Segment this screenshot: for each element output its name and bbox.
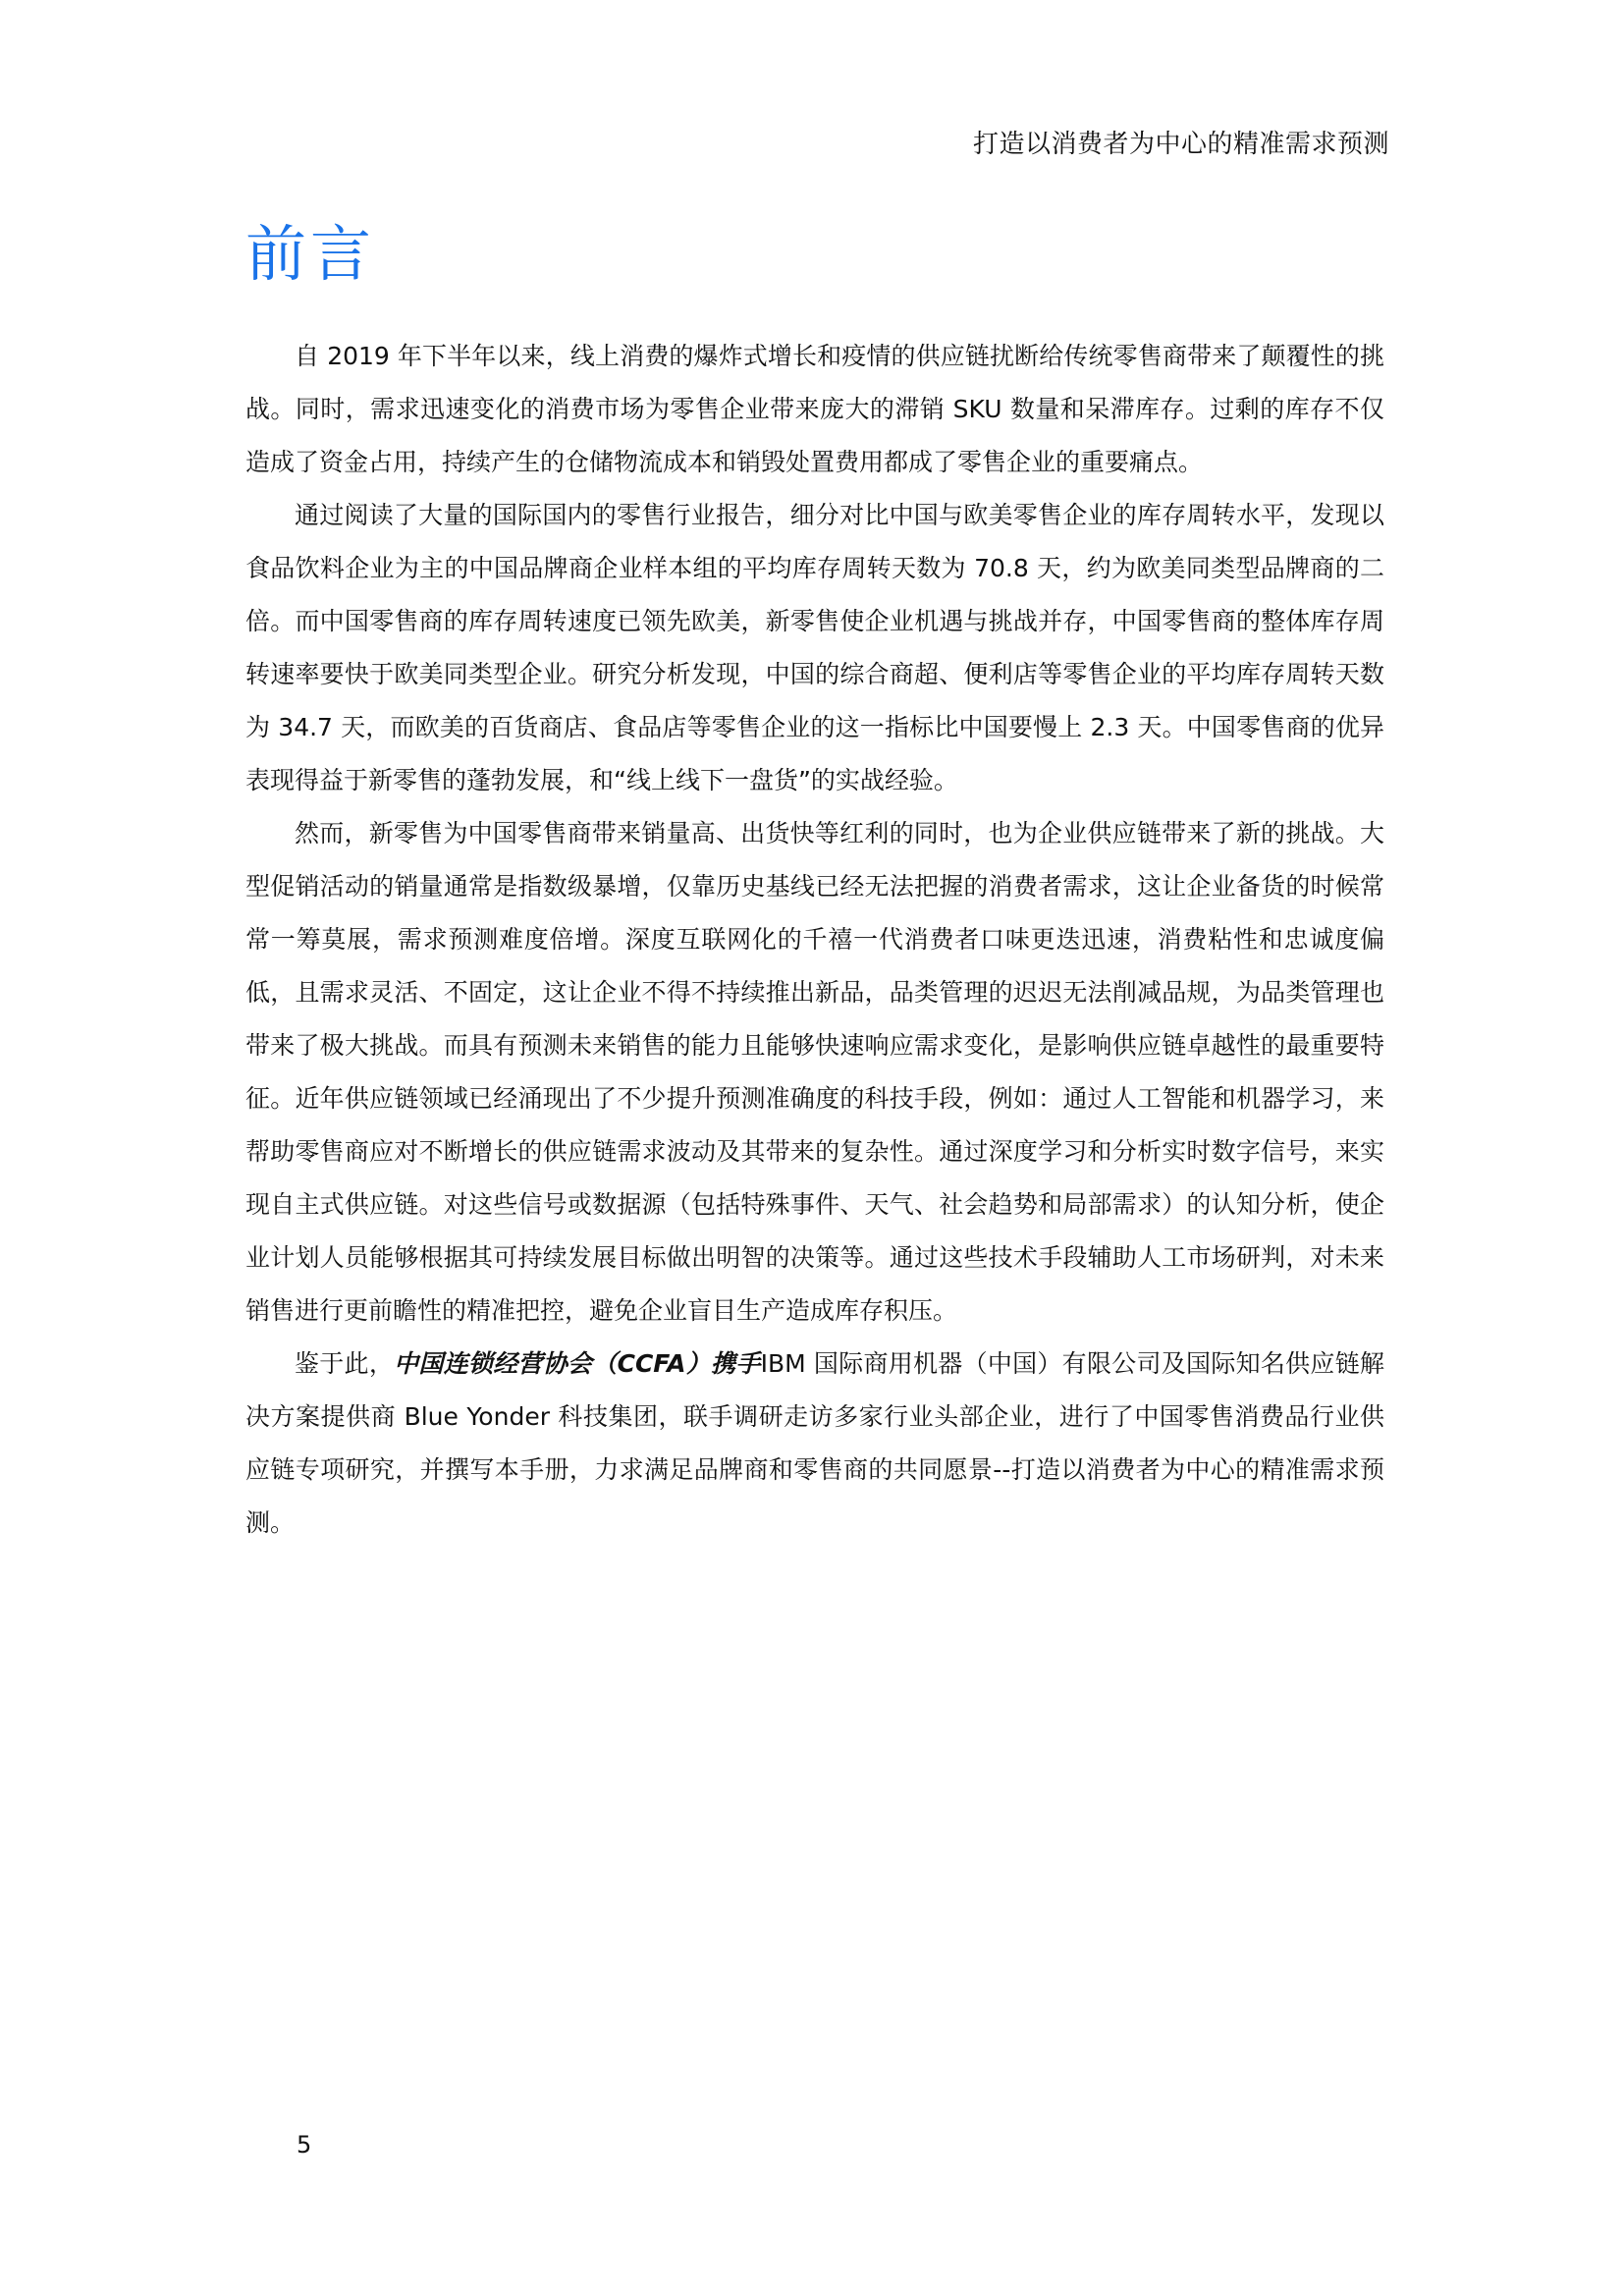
conclusion-emphasis: 中国连锁经营协会（CCFA）携手 xyxy=(394,1349,761,1378)
paragraph-intro: 自 2019 年下半年以来，线上消费的爆炸式增长和疫情的供应链扰断给传统零售商带来了颠覆性的挑战。同时，需求迅速变化的消费市场为零售企业带来庞大的滞销 SKU 数量和呆滞库存。过剩的库存不仅造成了资金占用，持续产生的仓储物流成本和销毁处置费用都成了零售企业的重要痛点。 xyxy=(245,342,1384,476)
conclusion-lead: 鉴于此， xyxy=(295,1349,395,1378)
paragraph-new-retail-challenges: 然而，新零售为中国零售商带来销量高、出货快等红利的同时，也为企业供应链带来了新的挑战。大型促销活动的销量通常是指数级暴增，仅靠历史基线已经无法把握的消费者需求，这让企业备货的时候常常一筹莫展，需求预测难度倍增。深度互联网化的千禧一代消费者口味更迭迅速，消费粘性和忠诚度偏低，且需求灵活、不固定，这让企业不得不持续推出新品，品类管理的迟迟无法削减品规，为品类管理也带来了极大挑战。而具有预测未来销售的能力且能够快速响应需求变化，是影响供应链卓越性的最重要特征。近年供应链领域已经涌现出了不少提升预测准确度的科技手段，例如：通过人工智能和机器学习，来帮助零售商应对不断增长的供应链需求波动及其带来的复杂性。通过深度学习和分析实时数字信号，来实现自主式供应链。对这些信号或数据源（包括特殊事件、天气、社会趋势和局部需求）的认知分析，使企业计划人员能够根据其可持续发展目标做出明智的决策等。通过这些技术手段辅助人工市场研判，对未来销售进行更前瞻性的精准把控，避免企业盲目生产造成库存积压。 xyxy=(245,819,1384,1325)
paragraph-conclusion xyxy=(245,1338,1384,1550)
running-header: 打造以消费者为中心的精准需求预测 xyxy=(972,130,1389,159)
paragraph-inventory-comparison: 通过阅读了大量的国际国内的零售行业报告，细分对比中国与欧美零售企业的库存周转水平，发现以食品饮料企业为主的中国品牌商企业样本组的平均库存周转天数为 70.8 天，约为欧美同类型品牌商的二倍。而中国零售商的库存周转速度已领先欧美，新零售使企业机遇与挑战并存，中国零售商的整体库存周转速率要快于欧美同类型企业。研究分析发现，中国的综合商超、便利店等零售企业的平均库存周转天数为 34.7 天，而欧美的百货商店、食品店等零售企业的这一指标比中国要慢上 2.3 天。中国零售商的优异表现得益于新零售的蓬勃发展，和“线上线下一盘货”的实战经验。 xyxy=(245,501,1384,794)
page-number: 5 xyxy=(297,2131,312,2159)
section-title: 前言 xyxy=(245,218,376,290)
body-text xyxy=(245,330,1384,1550)
conclusion-rest: IBM 国际商用机器（中国）有限公司及国际知名供应链解决方案提供商 Blue Yonder 科技集团，联手调研走访多家行业头部企业，进行了中国零售消费品行业供应链专项研究，并撰写本手册，力求满足品牌商和零售商的共同愿景--打造以消费者为中心的精准需求预测。 xyxy=(245,1349,1384,1537)
